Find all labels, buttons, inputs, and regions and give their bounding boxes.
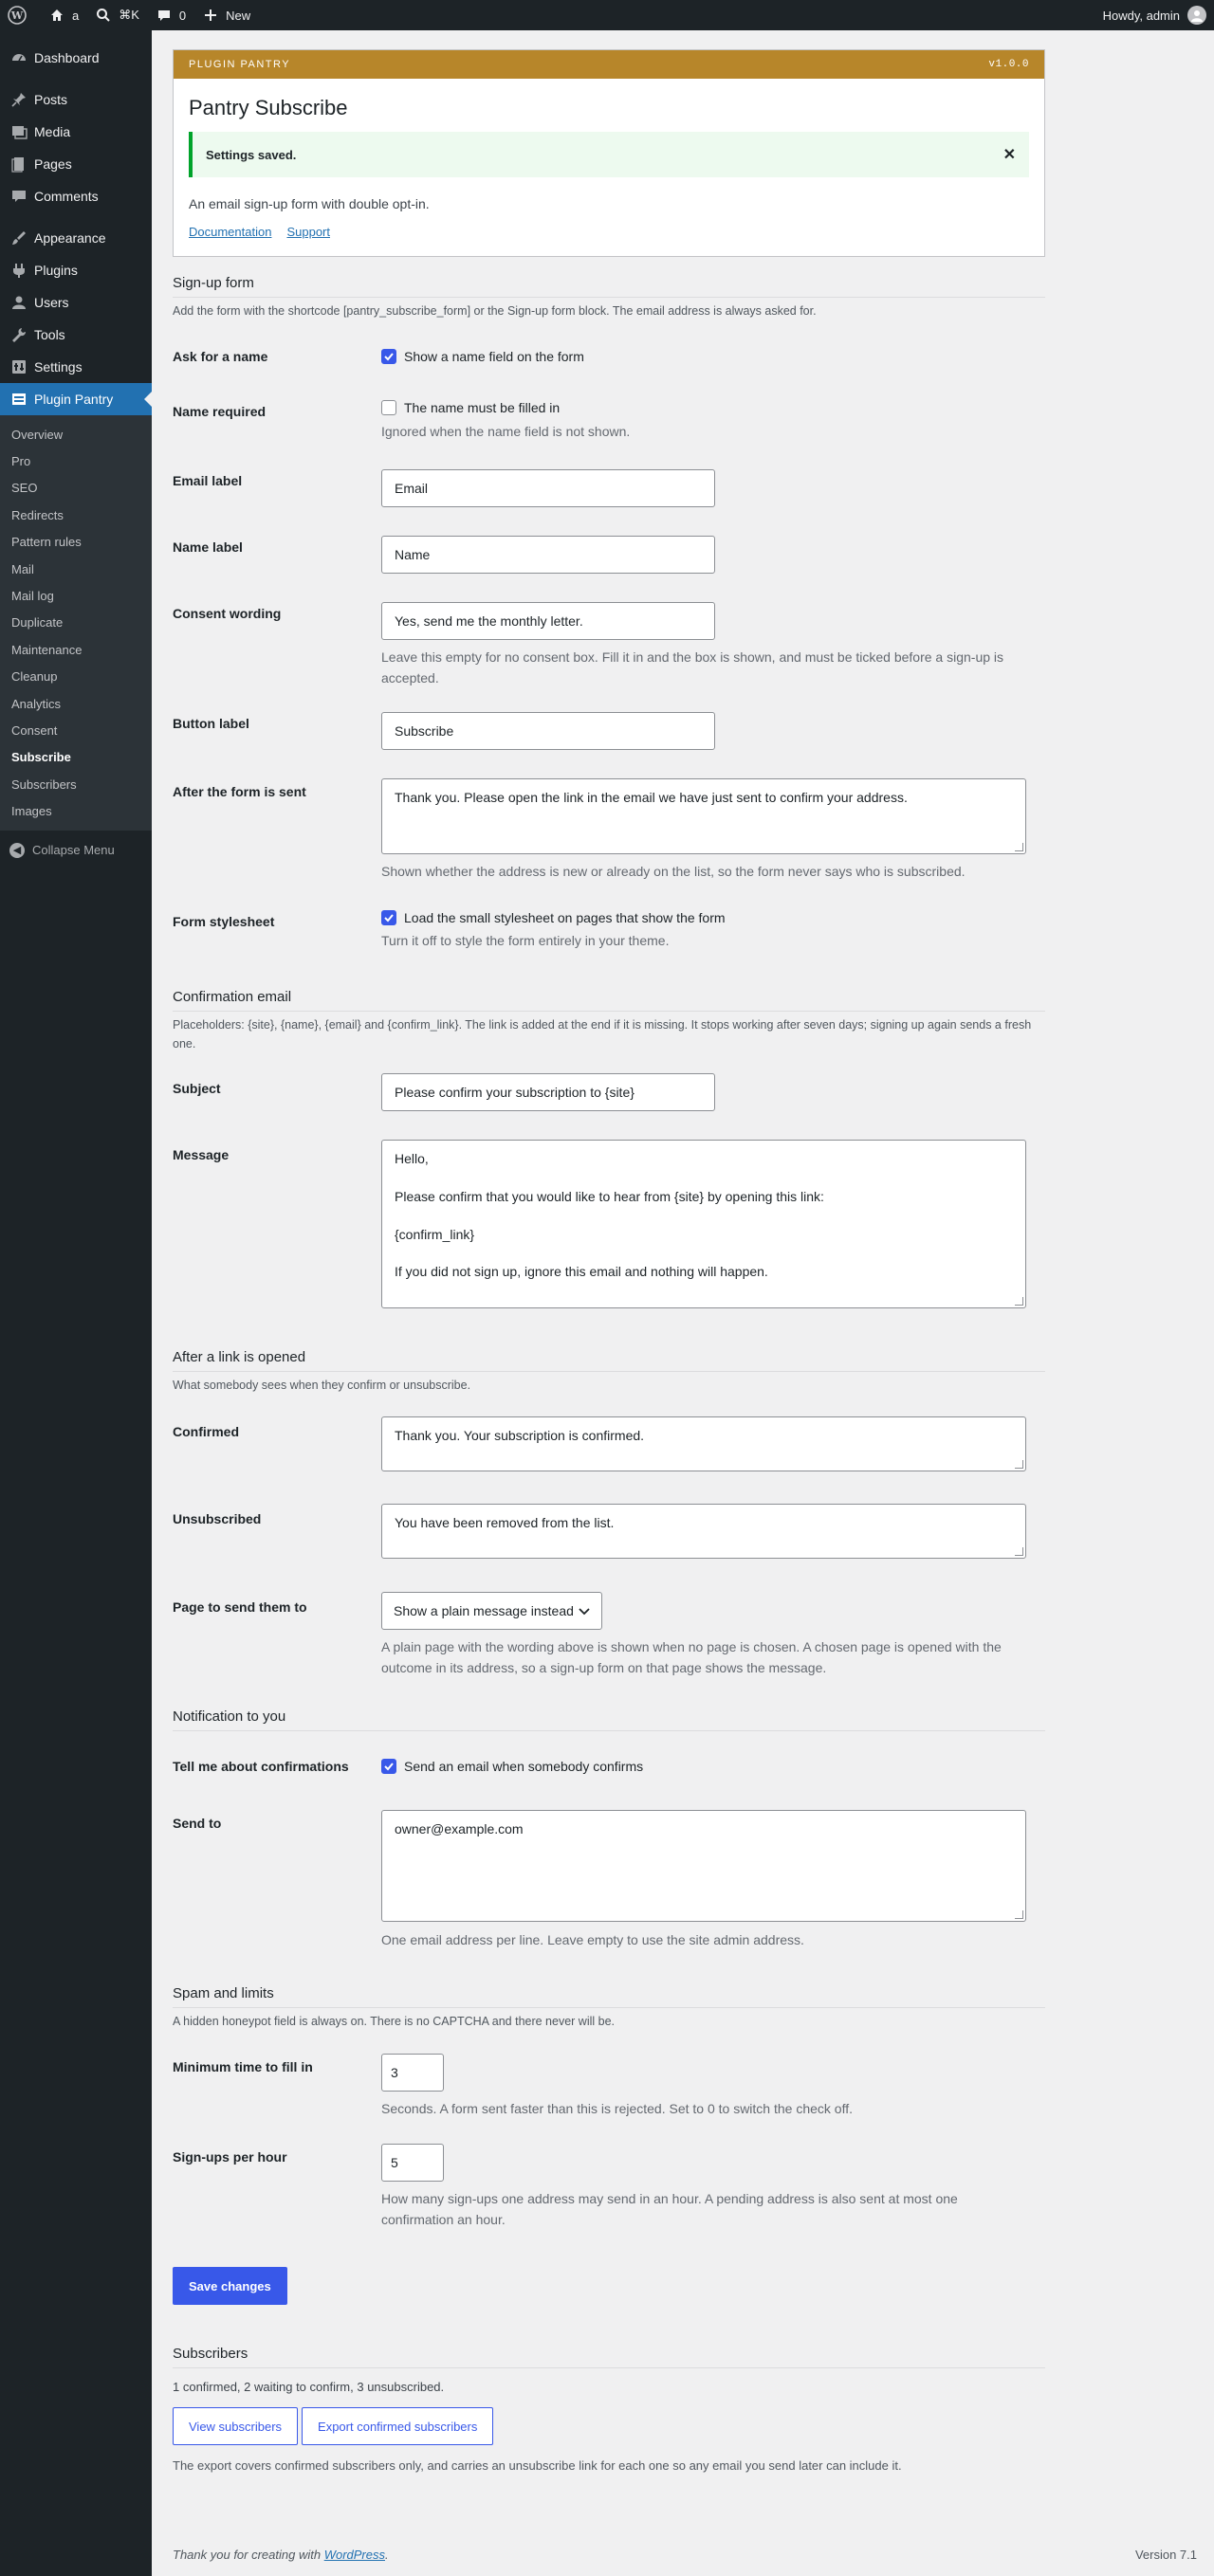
section-after-link <box>173 1349 1045 1395</box>
footer-thanks-text: Thank you for creating with <box>173 2548 324 2562</box>
pages-icon <box>9 155 28 174</box>
dismiss-notice-icon[interactable]: ✕ <box>1002 147 1016 163</box>
submenu-item-pattern-rules[interactable]: Pattern rules <box>11 535 82 550</box>
greeting: Howdy, admin <box>1102 8 1180 23</box>
sidebar-item-dashboard[interactable] <box>0 42 152 74</box>
sidebar-item-plugin-pantry[interactable] <box>0 383 152 415</box>
submenu-item-cleanup[interactable]: Cleanup <box>11 669 58 685</box>
command-shortcut: ⌘K <box>119 8 139 22</box>
sidebar-item-users[interactable] <box>0 286 152 319</box>
help-text: Turn it off to style the form entirely in your theme. <box>381 933 670 948</box>
submenu-item-subscribers[interactable]: Subscribers <box>11 776 77 792</box>
notify-checkbox[interactable] <box>381 1759 1026 1774</box>
sidebar-item-label: Media <box>34 124 71 139</box>
submenu-item-images[interactable]: Images <box>11 804 52 819</box>
section-title: Subscribers <box>173 2346 1045 2368</box>
header-links <box>189 225 1029 239</box>
button-label-input[interactable]: Subscribe <box>381 712 715 750</box>
sidebar-item-tools[interactable] <box>0 319 152 351</box>
stylesheet-checkbox[interactable] <box>381 910 1026 925</box>
checkbox-checked-icon[interactable] <box>381 910 396 925</box>
main-content <box>173 30 1045 257</box>
field-label: Consent wording <box>173 606 282 621</box>
sidebar-item-label: Appearance <box>34 230 106 246</box>
submenu-item-seo[interactable]: SEO <box>11 481 38 496</box>
plus-icon <box>201 6 220 25</box>
section-description: Placeholders: {site}, {name}, {email} and {confirm_link}. The link is added at the end if it is missing. It stops working after seven days; signing up again sends a fresh one. <box>173 1018 1032 1050</box>
sidebar-item-media[interactable] <box>0 116 152 148</box>
dashboard-icon <box>9 48 28 67</box>
confirmed-textarea[interactable]: Thank you. Your subscription is confirmed. <box>381 1416 1026 1471</box>
message-textarea[interactable]: Hello, Please confirm that you would like to hear from {site} by opening this link: {confirm_link} If you did not sign up, ignore this email and nothing will happen. <box>381 1140 1026 1308</box>
section-title: Confirmation email <box>173 989 1045 1012</box>
help-text: A plain page with the wording above is shown when no page is chosen. A chosen page is opened with the outcome in its address, so a sign-up form on that page shows the message. <box>381 1639 1002 1675</box>
plugin-header-card <box>173 49 1045 257</box>
submenu-item-redirects[interactable]: Redirects <box>11 507 64 522</box>
ask-name-checkbox[interactable] <box>381 349 1026 364</box>
footer-thanks-suffix: . <box>385 2548 389 2562</box>
avatar <box>1187 6 1206 25</box>
collapse-label: Collapse Menu <box>32 843 115 858</box>
section-description: A hidden honeypot field is always on. There is no CAPTCHA and there never will be. <box>173 2015 616 2028</box>
plugin-description: An email sign-up form with double opt-in. <box>189 196 430 211</box>
view-subscribers-button[interactable]: View subscribers <box>173 2407 298 2445</box>
sidebar-item-comments[interactable] <box>0 180 152 212</box>
support-link[interactable]: Support <box>286 225 330 239</box>
page-select[interactable] <box>381 1592 602 1630</box>
help-text: Shown whether the address is new or already on the list, so the form never says who is subscribed. <box>381 864 966 879</box>
field-label: Unsubscribed <box>173 1511 262 1526</box>
help-text: Ignored when the name field is not shown. <box>381 424 631 439</box>
media-icon <box>9 122 28 141</box>
sidebar-item-pages[interactable] <box>0 148 152 180</box>
sidebar-item-label: Plugin Pantry <box>34 392 114 407</box>
submenu-item-duplicate[interactable]: Duplicate <box>11 615 64 630</box>
pin-icon <box>9 90 28 109</box>
admin-bar <box>0 0 1214 30</box>
wordpress-link[interactable]: WordPress <box>323 2548 385 2562</box>
sidebar-item-label: Users <box>34 295 69 310</box>
field-label: Button label <box>173 716 249 731</box>
brand-label: PLUGIN PANTRY <box>189 59 291 70</box>
brush-icon <box>9 228 28 247</box>
section-subscribers <box>173 2346 1045 2473</box>
pantry-icon <box>9 390 28 409</box>
field-label: After the form is sent <box>173 784 306 799</box>
user-icon <box>9 293 28 312</box>
field-label: Ask for a name <box>173 349 268 364</box>
sidebar-item-label: Pages <box>34 156 72 172</box>
wrench-icon <box>9 325 28 344</box>
help-text: How many sign-ups one address may send in an hour. A pending address is also sent at most one confirmation an hour. <box>381 2191 958 2227</box>
sidebar-item-label: Settings <box>34 359 83 375</box>
wordpress-logo-button[interactable] <box>0 0 40 30</box>
site-name: a <box>72 8 80 23</box>
help-text: Leave this empty for no consent box. Fill it in and the box is shown, and must be ticked before a sign-up is accepted. <box>381 649 1004 685</box>
send-to-textarea[interactable]: owner@example.com <box>381 1810 1026 1922</box>
submenu-item-pro[interactable]: Pro <box>11 454 31 469</box>
name-required-checkbox[interactable] <box>381 400 1026 415</box>
section-notification <box>173 1708 1045 1731</box>
checkbox-checked-icon[interactable] <box>381 1759 396 1774</box>
admin-footer <box>173 2548 1197 2562</box>
per-hour-input[interactable]: 5 <box>381 2144 444 2182</box>
chevron-down-icon <box>579 1603 590 1618</box>
submenu-item-mail-log[interactable]: Mail log <box>11 589 54 604</box>
min-time-input[interactable]: 3 <box>381 2054 444 2092</box>
field-label: Sign-ups per hour <box>173 2149 287 2165</box>
after-sent-textarea[interactable]: Thank you. Please open the link in the email we have just sent to confirm your address. <box>381 778 1026 854</box>
section-signup <box>173 275 1045 320</box>
checkbox-label: Send an email when somebody confirms <box>404 1759 644 1774</box>
sidebar-item-posts[interactable] <box>0 83 152 116</box>
field-label: Tell me about confirmations <box>173 1759 349 1774</box>
section-confirmation <box>173 989 1045 1053</box>
collapse-menu-button[interactable] <box>0 834 152 867</box>
settings-saved-notice <box>189 132 1029 177</box>
field-label: Subject <box>173 1081 221 1096</box>
export-help-text: The export covers confirmed subscribers only, and carries an unsubscribe link for each one so any email you send later can include it. <box>173 2458 902 2473</box>
help-text: One email address per line. Leave empty to use the site admin address. <box>381 1932 804 1947</box>
email-label-input[interactable]: Email <box>381 469 715 507</box>
subject-input[interactable]: Please confirm your subscription to {site} <box>381 1073 715 1111</box>
checkbox-label: Load the small stylesheet on pages that show the form <box>404 910 726 925</box>
my-account-menu[interactable] <box>1103 6 1214 25</box>
comments-count: 0 <box>178 8 187 23</box>
new-content-button[interactable] <box>193 0 258 30</box>
submenu-item-analytics[interactable]: Analytics <box>11 696 62 711</box>
version-label: v1.0.0 <box>988 59 1029 70</box>
admin-sidebar <box>0 30 152 2576</box>
export-subscribers-button[interactable]: Export confirmed subscribers <box>302 2407 493 2445</box>
new-label: New <box>226 8 251 23</box>
settings-icon <box>9 357 28 376</box>
plugin-icon <box>9 261 28 280</box>
section-description: Add the form with the shortcode [pantry_subscribe_form] or the Sign-up form block. The email address is always asked for. <box>173 304 817 318</box>
footer-version: Version 7.1 <box>1134 2548 1197 2562</box>
section-title: Spam and limits <box>173 1985 1045 2008</box>
section-title: Notification to you <box>173 1708 1045 1731</box>
search-icon <box>94 6 113 25</box>
unsubscribed-textarea[interactable]: You have been removed from the list. <box>381 1504 1026 1559</box>
wordpress-logo-icon <box>8 6 27 25</box>
section-title: Sign-up form <box>173 275 1045 298</box>
checkbox-unchecked-icon[interactable] <box>381 400 396 415</box>
svg-text:W: W <box>10 9 24 22</box>
sidebar-item-appearance[interactable] <box>0 222 152 254</box>
save-changes-button[interactable]: Save changes <box>173 2267 287 2305</box>
site-name-link[interactable] <box>40 0 86 30</box>
submenu-item-maintenance[interactable]: Maintenance <box>11 642 83 657</box>
page-title: Pantry Subscribe <box>189 96 348 119</box>
field-label: Page to send them to <box>173 1599 307 1615</box>
submenu-item-mail[interactable]: Mail <box>11 561 34 576</box>
section-spam <box>173 1985 1045 2031</box>
submenu-item-subscribe[interactable]: Subscribe <box>11 750 71 765</box>
footer-thanks <box>173 2548 389 2562</box>
field-label: Minimum time to fill in <box>173 2059 313 2074</box>
field-label: Message <box>173 1147 230 1162</box>
checkbox-checked-icon[interactable] <box>381 349 396 364</box>
field-label: Email label <box>173 473 243 488</box>
notice-text: Settings saved. <box>206 147 297 162</box>
sidebar-item-label: Posts <box>34 92 68 107</box>
help-text: Seconds. A form sent faster than this is rejected. Set to 0 to switch the check off. <box>381 2101 853 2116</box>
sidebar-item-label: Plugins <box>34 263 78 278</box>
field-label: Form stylesheet <box>173 914 275 929</box>
field-label: Send to <box>173 1816 222 1831</box>
comments-link[interactable] <box>147 0 193 30</box>
comment-icon <box>9 187 28 206</box>
brand-strip <box>174 50 1044 79</box>
sidebar-item-plugins[interactable] <box>0 254 152 286</box>
checkbox-label: The name must be filled in <box>404 400 561 415</box>
subscriber-summary: 1 confirmed, 2 waiting to confirm, 3 unsubscribed. <box>173 2380 445 2394</box>
documentation-link[interactable]: Documentation <box>189 225 272 239</box>
collapse-icon: ◀ <box>9 843 25 858</box>
section-description: What somebody sees when they confirm or unsubscribe. <box>173 1379 471 1392</box>
sidebar-item-label: Tools <box>34 327 65 342</box>
comment-icon <box>155 6 174 25</box>
section-title: After a link is opened <box>173 1349 1045 1372</box>
plugin-pantry-submenu <box>0 415 152 831</box>
selected-option: Show a plain message instead <box>394 1603 574 1618</box>
name-label-input[interactable]: Name <box>381 536 715 574</box>
field-label: Name label <box>173 539 243 555</box>
submenu-item-overview[interactable]: Overview <box>11 427 64 442</box>
sidebar-item-settings[interactable] <box>0 351 152 383</box>
sidebar-item-label: Dashboard <box>34 50 100 65</box>
checkbox-label: Show a name field on the form <box>404 349 584 364</box>
field-label: Confirmed <box>173 1424 239 1439</box>
sidebar-item-label: Comments <box>34 189 99 204</box>
field-label: Name required <box>173 404 267 419</box>
command-palette-button[interactable] <box>86 0 147 30</box>
home-icon <box>47 6 66 25</box>
submenu-item-consent[interactable]: Consent <box>11 722 58 738</box>
consent-wording-input[interactable]: Yes, send me the monthly letter. <box>381 602 715 640</box>
